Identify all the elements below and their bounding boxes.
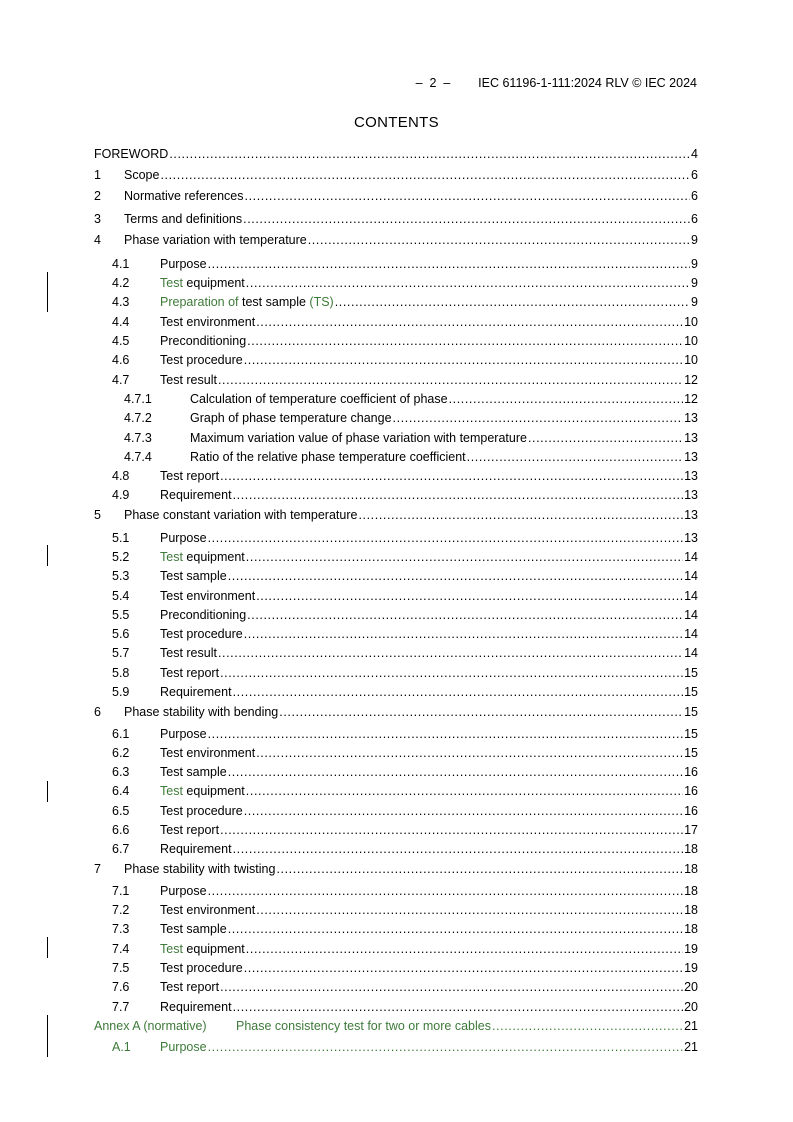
toc-page-number: 14	[684, 589, 698, 603]
dot-leader	[208, 1039, 684, 1055]
toc-label-text: Phase variation with temperature	[124, 233, 307, 247]
toc-number: 6.5	[112, 804, 130, 818]
toc-label	[160, 883, 207, 899]
toc-number: 4	[94, 233, 101, 247]
toc-entry[interactable]	[94, 822, 698, 838]
toc-entry[interactable]	[94, 146, 698, 162]
toc-label	[160, 626, 243, 642]
dot-leader	[279, 704, 683, 720]
toc-label	[160, 783, 245, 799]
toc-page-number: 18	[684, 922, 698, 936]
toc-page-number: 13	[684, 531, 698, 545]
toc-number: 5.9	[112, 685, 130, 699]
toc-label	[160, 822, 219, 838]
toc-entry[interactable]	[94, 188, 698, 204]
toc-label	[160, 294, 334, 310]
toc-number: 1	[94, 168, 101, 182]
toc-label-text: Requirement	[160, 685, 232, 699]
toc-label	[160, 530, 207, 546]
dot-leader	[244, 352, 683, 368]
toc-entry[interactable]	[94, 294, 698, 310]
toc-label-text: Test procedure	[160, 353, 243, 367]
revision-bar	[47, 272, 48, 312]
toc-entry[interactable]	[94, 726, 698, 742]
toc-entry[interactable]	[94, 999, 698, 1015]
toc-number: 5	[94, 508, 101, 522]
toc-label-text: Purpose	[160, 257, 207, 271]
toc-number: 5.4	[112, 589, 130, 603]
toc-label-text: equipment	[182, 550, 245, 564]
toc-label-change: Test	[160, 942, 183, 956]
toc-number: 6.7	[112, 842, 130, 856]
toc-label-text: Test sample	[160, 765, 227, 779]
toc-label-text: FOREWORD	[94, 147, 169, 161]
toc-number: 7.6	[112, 980, 130, 994]
toc-label-text: Test procedure	[160, 961, 243, 975]
toc-label	[190, 430, 527, 446]
toc-label-text: Phase constant variation with temperature	[124, 508, 358, 522]
dot-leader	[208, 256, 690, 272]
toc-entry[interactable]	[94, 275, 698, 291]
dot-leader	[393, 410, 684, 426]
toc-entry[interactable]	[94, 333, 698, 349]
toc-number: 7.2	[112, 903, 130, 917]
toc-label-change: Test	[160, 784, 183, 798]
dot-leader	[528, 430, 683, 446]
toc-number: 5.2	[112, 550, 130, 564]
toc-label	[160, 468, 219, 484]
toc-page-number: 9	[691, 233, 698, 247]
toc-entry[interactable]	[94, 256, 698, 272]
toc-entry[interactable]	[94, 588, 698, 604]
toc-page-number: 18	[684, 842, 698, 856]
dot-leader	[208, 726, 684, 742]
dot-leader	[308, 232, 690, 248]
dot-leader	[228, 568, 683, 584]
toc-number: 5.6	[112, 627, 130, 641]
toc-label	[124, 167, 159, 183]
toc-label-text: Test environment	[160, 589, 256, 603]
toc-number: 4.7.1	[124, 392, 152, 406]
toc-page-number: 13	[684, 469, 698, 483]
toc-label	[160, 256, 207, 272]
toc-label	[160, 275, 245, 291]
toc-page-number: 10	[684, 353, 698, 367]
toc-page-number: 13	[684, 450, 698, 464]
dot-leader	[256, 745, 683, 761]
toc-page-number: 16	[684, 804, 698, 818]
toc-entry[interactable]	[94, 783, 698, 799]
toc-page-number: 18	[684, 862, 698, 876]
toc-label	[124, 232, 307, 248]
toc-entry[interactable]	[94, 645, 698, 661]
dot-leader	[244, 960, 683, 976]
toc-label	[160, 607, 246, 623]
dot-leader	[256, 902, 683, 918]
toc-label	[160, 841, 232, 857]
toc-label-change: Preparation of	[160, 295, 239, 309]
toc-page-number: 15	[684, 727, 698, 741]
dot-leader	[449, 391, 684, 407]
toc-entry[interactable]	[94, 449, 698, 465]
dot-leader	[246, 783, 683, 799]
toc-page-number: 4	[691, 147, 698, 161]
toc-page-number: 16	[684, 784, 698, 798]
revision-bar	[47, 545, 48, 566]
toc-label-text: Preconditioning	[160, 334, 247, 348]
toc-label-text: Requirement	[160, 488, 232, 502]
toc-label-text: Test result	[160, 373, 217, 387]
toc-number: 4.2	[112, 276, 130, 290]
toc-page-number: 15	[684, 685, 698, 699]
toc-label	[160, 979, 219, 995]
toc-entry[interactable]	[94, 684, 698, 700]
dot-leader	[243, 211, 690, 227]
toc-label-text: Test environment	[160, 315, 256, 329]
toc-number: 7.7	[112, 1000, 130, 1014]
toc-label	[160, 333, 246, 349]
toc-entry[interactable]	[94, 372, 698, 388]
toc-label	[190, 391, 448, 407]
toc-label-text: Graph of phase temperature change	[190, 411, 392, 425]
toc-label-text: Test report	[160, 980, 220, 994]
toc-number: 7.3	[112, 922, 130, 936]
dot-leader	[247, 333, 683, 349]
toc-entry[interactable]	[94, 391, 698, 407]
toc-number: Annex A (normative)	[94, 1019, 207, 1033]
toc-label-text: Test environment	[160, 746, 256, 760]
toc-label-text: Requirement	[160, 1000, 232, 1014]
toc-label	[160, 487, 232, 503]
dot-leader	[208, 530, 684, 546]
toc-label	[160, 726, 207, 742]
dot-leader	[228, 764, 683, 780]
dot-leader	[256, 588, 683, 604]
toc-label	[160, 960, 243, 976]
toc-entry[interactable]	[94, 211, 698, 227]
toc-page-number: 6	[691, 212, 698, 226]
toc-page-number: 18	[684, 884, 698, 898]
dot-leader	[246, 549, 683, 565]
toc-page-number: 21	[684, 1040, 698, 1054]
toc-entry[interactable]	[94, 530, 698, 546]
toc-number: 4.6	[112, 353, 130, 367]
dot-leader	[233, 684, 684, 700]
dot-leader	[220, 822, 683, 838]
toc-number: 7.1	[112, 884, 130, 898]
revision-bar	[47, 781, 48, 802]
dot-leader	[244, 803, 683, 819]
toc-page-number: 12	[684, 392, 698, 406]
toc-label-text: Phase consistency test for two or more cables	[236, 1019, 491, 1033]
toc-page-number: 15	[684, 705, 698, 719]
toc-label	[160, 999, 232, 1015]
toc-label-text: Test report	[160, 666, 220, 680]
toc-number: 4.5	[112, 334, 130, 348]
toc-number: 5.1	[112, 531, 130, 545]
toc-number: 4.9	[112, 488, 130, 502]
toc-number: 7.4	[112, 942, 130, 956]
toc-label-text: Test procedure	[160, 804, 243, 818]
toc-label	[160, 902, 255, 918]
toc-label	[160, 803, 243, 819]
dot-leader	[228, 921, 683, 937]
toc-number: 4.4	[112, 315, 130, 329]
toc-number: 4.8	[112, 469, 130, 483]
toc-number: 3	[94, 212, 101, 226]
toc-page-number: 9	[691, 276, 698, 290]
toc-page-number: 20	[684, 980, 698, 994]
toc-label	[160, 764, 227, 780]
toc-page-number: 13	[684, 488, 698, 502]
toc-page-number: 16	[684, 765, 698, 779]
toc-entry[interactable]	[94, 626, 698, 642]
toc-label	[94, 146, 168, 162]
dot-leader	[492, 1018, 683, 1034]
toc-entry[interactable]	[94, 607, 698, 623]
dot-leader	[233, 841, 684, 857]
toc-label	[124, 507, 357, 523]
toc-entry[interactable]	[94, 745, 698, 761]
toc-number: 5.8	[112, 666, 130, 680]
page-header: – 2 – IEC 61196-1-111:2024 RLV © IEC 2024	[415, 76, 697, 90]
toc-label	[160, 645, 217, 661]
toc-number: 6	[94, 705, 101, 719]
toc-page-number: 21	[684, 1019, 698, 1033]
toc-label	[124, 211, 242, 227]
dot-leader	[218, 645, 683, 661]
toc-number: 4.1	[112, 257, 130, 271]
toc-number: A.1	[112, 1040, 131, 1054]
toc-page-number: 19	[684, 961, 698, 975]
toc-label	[190, 410, 392, 426]
toc-entry[interactable]	[94, 430, 698, 446]
toc-number: 7	[94, 862, 101, 876]
toc-page-number: 13	[684, 411, 698, 425]
toc-entry[interactable]	[94, 803, 698, 819]
dot-leader	[244, 626, 683, 642]
toc-number: 5.7	[112, 646, 130, 660]
toc-page-number: 15	[684, 666, 698, 680]
dot-leader	[218, 372, 683, 388]
dot-leader	[246, 275, 690, 291]
toc-number: 6.6	[112, 823, 130, 837]
toc-label	[160, 745, 255, 761]
dot-leader	[247, 607, 683, 623]
toc-entry[interactable]	[94, 960, 698, 976]
toc-label-text: equipment	[182, 942, 245, 956]
toc-page-number: 13	[684, 508, 698, 522]
dot-leader	[233, 487, 684, 503]
toc-label-change: (TS)	[309, 295, 334, 309]
toc-label-text: Test sample	[160, 569, 227, 583]
toc-label	[160, 588, 255, 604]
toc-label-text: Phase stability with twisting	[124, 862, 276, 876]
toc-number: 4.7.3	[124, 431, 152, 445]
toc-entry[interactable]	[94, 1018, 698, 1034]
toc-entry[interactable]	[94, 507, 698, 523]
toc-label	[160, 921, 227, 937]
toc-label-text: Purpose	[160, 1040, 207, 1054]
toc-page-number: 9	[691, 257, 698, 271]
toc-label-text: Scope	[124, 168, 160, 182]
toc-label-text: Purpose	[160, 727, 207, 741]
toc-label-text: Phase stability with bending	[124, 705, 279, 719]
toc-number: 5.5	[112, 608, 130, 622]
dot-leader	[160, 167, 690, 183]
toc-page-number: 14	[684, 569, 698, 583]
toc-page-number: 10	[684, 334, 698, 348]
toc-page-number: 9	[691, 295, 698, 309]
toc-label-text: Test sample	[160, 922, 227, 936]
toc-label-text: equipment	[182, 276, 245, 290]
toc-label-text: Test procedure	[160, 627, 243, 641]
toc-number: 5.3	[112, 569, 130, 583]
toc-page-number: 14	[684, 550, 698, 564]
toc-label	[160, 352, 243, 368]
toc-label	[124, 704, 278, 720]
dot-leader	[256, 314, 683, 330]
toc-number: 4.7.4	[124, 450, 152, 464]
dot-leader	[335, 294, 690, 310]
toc-label	[160, 941, 245, 957]
toc-label	[160, 665, 219, 681]
toc-page-number: 14	[684, 646, 698, 660]
toc-entry[interactable]	[94, 167, 698, 183]
toc-entry[interactable]	[94, 902, 698, 918]
toc-entry[interactable]	[94, 487, 698, 503]
toc-label-change: Test	[160, 550, 183, 564]
toc-entry[interactable]	[94, 1039, 698, 1055]
toc-number: 4.7.2	[124, 411, 152, 425]
toc-label-text: Purpose	[160, 884, 207, 898]
toc-number: 6.3	[112, 765, 130, 779]
toc-entry[interactable]	[94, 861, 698, 877]
dot-leader	[358, 507, 683, 523]
toc-entry[interactable]	[94, 232, 698, 248]
toc-entry[interactable]	[94, 549, 698, 565]
toc-label-text: Terms and definitions	[124, 212, 243, 226]
dot-leader	[233, 999, 684, 1015]
toc-entry[interactable]	[94, 704, 698, 720]
toc-number: 4.3	[112, 295, 130, 309]
revision-bar	[47, 1015, 48, 1057]
toc-entry[interactable]	[94, 841, 698, 857]
toc-label-text: Requirement	[160, 842, 232, 856]
toc-number: 6.2	[112, 746, 130, 760]
toc-label-text: Test result	[160, 646, 217, 660]
toc-page-number: 18	[684, 903, 698, 917]
page-title: CONTENTS	[354, 114, 439, 131]
toc-entry[interactable]	[94, 568, 698, 584]
toc-page-number: 10	[684, 315, 698, 329]
toc-entry[interactable]	[94, 979, 698, 995]
toc-number: 6.4	[112, 784, 130, 798]
toc-label-text: equipment	[182, 784, 245, 798]
toc-entry[interactable]	[94, 941, 698, 957]
toc-label-text: Maximum variation value of phase variation with temperature	[190, 431, 527, 445]
toc-page-number: 14	[684, 627, 698, 641]
toc-entry[interactable]	[94, 665, 698, 681]
toc-page-number: 15	[684, 746, 698, 760]
dot-leader	[245, 188, 691, 204]
toc-number: 6.1	[112, 727, 130, 741]
toc-entry[interactable]	[94, 921, 698, 937]
dot-leader	[276, 861, 683, 877]
toc-entry[interactable]	[94, 410, 698, 426]
toc-label-text: Normative references	[124, 189, 244, 203]
toc-entry[interactable]	[94, 314, 698, 330]
toc-label-text: Preconditioning	[160, 608, 247, 622]
toc-label-text: Test environment	[160, 903, 256, 917]
toc-label	[160, 549, 245, 565]
toc-label	[124, 861, 275, 877]
dot-leader	[208, 883, 684, 899]
toc-entry[interactable]	[94, 883, 698, 899]
toc-entry[interactable]	[94, 764, 698, 780]
toc-label-text: test sample	[238, 295, 310, 309]
toc-page-number: 6	[691, 189, 698, 203]
toc-label-text: Ratio of the relative phase temperature coefficient	[190, 450, 466, 464]
toc-number: 7.5	[112, 961, 130, 975]
toc-label-text: Purpose	[160, 531, 207, 545]
toc-label	[160, 372, 217, 388]
dot-leader	[246, 941, 683, 957]
toc-page-number: 13	[684, 431, 698, 445]
toc-label	[160, 314, 255, 330]
toc-page-number: 12	[684, 373, 698, 387]
toc-label	[190, 449, 466, 465]
toc-label	[124, 188, 244, 204]
toc-entry[interactable]	[94, 352, 698, 368]
toc-page-number: 17	[684, 823, 698, 837]
toc-label	[160, 1039, 207, 1055]
revision-bar	[47, 937, 48, 958]
toc-label	[160, 684, 232, 700]
toc-label-text: Calculation of temperature coefficient of phase	[190, 392, 448, 406]
toc-label-change: Test	[160, 276, 183, 290]
toc-page-number: 20	[684, 1000, 698, 1014]
dot-leader	[220, 979, 683, 995]
toc-label	[236, 1018, 491, 1034]
toc-label-text: Test report	[160, 469, 220, 483]
dot-leader	[220, 665, 683, 681]
toc-entry[interactable]	[94, 468, 698, 484]
dot-leader	[220, 468, 683, 484]
dot-leader	[169, 146, 690, 162]
toc-page-number: 19	[684, 942, 698, 956]
toc-label	[160, 568, 227, 584]
dot-leader	[467, 449, 683, 465]
toc-page-number: 14	[684, 608, 698, 622]
toc-label-text: Test report	[160, 823, 220, 837]
toc-number: 4.7	[112, 373, 130, 387]
toc-page-number: 6	[691, 168, 698, 182]
toc-number: 2	[94, 189, 101, 203]
